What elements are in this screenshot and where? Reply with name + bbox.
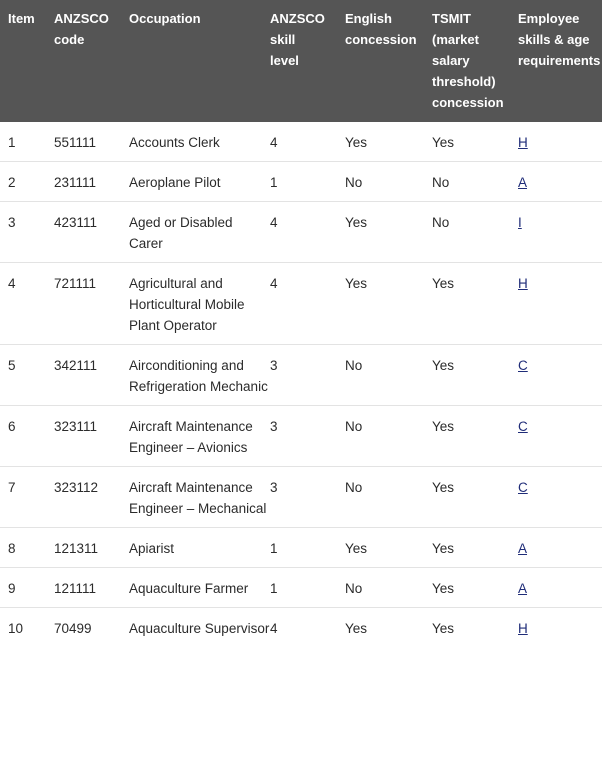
cell-english-concession [345, 467, 432, 528]
cell-anzsco-code-text: 121311 [54, 541, 99, 556]
cell-english-concession [345, 345, 432, 406]
cell-anzsco-code-text: 70499 [54, 621, 92, 636]
cell-tsmit-concession-text: Yes [432, 135, 455, 150]
cell-tsmit-concession-text: Yes [432, 581, 455, 596]
cell-english-concession-text: Yes [345, 621, 368, 636]
requirements-link[interactable]: H [518, 135, 528, 150]
cell-item-text: 2 [8, 175, 16, 190]
cell-skill-level-text: 3 [270, 358, 278, 373]
cell-skill-level-text: 1 [270, 175, 278, 190]
cell-item [0, 608, 54, 648]
cell-skill-level-text: 4 [270, 215, 278, 230]
cell-anzsco-code [54, 528, 129, 568]
cell-requirements [518, 122, 602, 162]
cell-tsmit-concession-text: Yes [432, 276, 455, 291]
table-row [0, 528, 602, 568]
cell-occupation-text: Agricultural and Horticultural Mobile Plant Operator [129, 276, 245, 333]
cell-item-text: 4 [8, 276, 16, 291]
cell-item [0, 122, 54, 162]
cell-english-concession [345, 406, 432, 467]
cell-requirements [518, 568, 602, 608]
cell-occupation [129, 568, 270, 608]
cell-skill-level [270, 162, 345, 202]
cell-english-concession [345, 162, 432, 202]
cell-item-text: 10 [8, 621, 24, 636]
cell-english-concession [345, 568, 432, 608]
cell-occupation-text: Aquaculture Supervisor [129, 621, 270, 636]
cell-anzsco-code-text: 121111 [54, 581, 97, 596]
cell-tsmit-concession-text: No [432, 215, 450, 230]
cell-item-text: 3 [8, 215, 16, 230]
cell-english-concession-text: Yes [345, 541, 368, 556]
cell-skill-level-text: 4 [270, 276, 278, 291]
header-tsmit-concession: TSMIT (market salary threshold) concession [432, 11, 504, 110]
requirements-link[interactable]: C [518, 358, 528, 373]
cell-tsmit-concession-text: Yes [432, 480, 455, 495]
cell-skill-level [270, 568, 345, 608]
cell-occupation [129, 345, 270, 406]
cell-item-text: 1 [8, 135, 16, 150]
cell-english-concession-text: No [345, 175, 363, 190]
cell-anzsco-code [54, 568, 129, 608]
cell-skill-level [270, 406, 345, 467]
cell-anzsco-code-text: 323111 [54, 419, 98, 434]
header-occupation: Occupation [129, 11, 201, 26]
cell-occupation-text: Aged or Disabled Carer [129, 215, 233, 251]
cell-occupation-text: Aircraft Maintenance Engineer – Mechanical [129, 480, 267, 516]
cell-anzsco-code [54, 122, 129, 162]
cell-anzsco-code [54, 263, 129, 345]
cell-english-concession-text: Yes [345, 215, 368, 230]
cell-tsmit-concession [432, 263, 518, 345]
table-header [0, 0, 602, 122]
cell-item [0, 467, 54, 528]
cell-occupation-text: Airconditioning and Refrigeration Mechanic [129, 358, 268, 394]
cell-occupation-text: Aquaculture Farmer [129, 581, 249, 596]
cell-item [0, 406, 54, 467]
cell-english-concession [345, 263, 432, 345]
table-row [0, 122, 602, 162]
requirements-link[interactable]: H [518, 621, 528, 636]
cell-occupation-text: Aircraft Maintenance Engineer – Avionics [129, 419, 253, 455]
cell-tsmit-concession-text: Yes [432, 358, 455, 373]
cell-anzsco-code-text: 342111 [54, 358, 98, 373]
cell-tsmit-concession [432, 162, 518, 202]
cell-item [0, 568, 54, 608]
cell-requirements [518, 162, 602, 202]
cell-tsmit-concession [432, 568, 518, 608]
cell-english-concession-text: Yes [345, 135, 368, 150]
cell-occupation [129, 202, 270, 263]
cell-requirements [518, 608, 602, 648]
table-row [0, 202, 602, 263]
table-row [0, 467, 602, 528]
cell-tsmit-concession-text: Yes [432, 541, 455, 556]
cell-tsmit-concession [432, 528, 518, 568]
cell-item [0, 162, 54, 202]
cell-occupation [129, 263, 270, 345]
cell-anzsco-code [54, 467, 129, 528]
header-employee-requirements: Employee skills & age requirements [518, 11, 601, 68]
table-row [0, 162, 602, 202]
cell-anzsco-code [54, 162, 129, 202]
cell-skill-level [270, 202, 345, 263]
cell-requirements [518, 528, 602, 568]
cell-anzsco-code-text: 323112 [54, 480, 99, 495]
cell-english-concession [345, 608, 432, 648]
cell-skill-level [270, 122, 345, 162]
cell-item-text: 6 [8, 419, 16, 434]
cell-item-text: 9 [8, 581, 16, 596]
cell-anzsco-code [54, 345, 129, 406]
cell-occupation [129, 122, 270, 162]
requirements-link[interactable]: I [518, 215, 522, 230]
cell-item [0, 263, 54, 345]
header-skill-level: ANZSCO skill level [270, 11, 325, 68]
cell-english-concession-text: No [345, 358, 363, 373]
cell-occupation [129, 528, 270, 568]
cell-english-concession [345, 528, 432, 568]
cell-item [0, 528, 54, 568]
cell-anzsco-code-text: 231111 [54, 175, 97, 190]
cell-tsmit-concession-text: Yes [432, 419, 455, 434]
cell-skill-level [270, 528, 345, 568]
cell-skill-level [270, 263, 345, 345]
cell-tsmit-concession [432, 608, 518, 648]
cell-skill-level-text: 3 [270, 480, 278, 495]
cell-tsmit-concession [432, 345, 518, 406]
cell-anzsco-code [54, 608, 129, 648]
cell-skill-level-text: 1 [270, 581, 278, 596]
header-item: Item [8, 11, 35, 26]
cell-item [0, 202, 54, 263]
cell-occupation-text: Apiarist [129, 541, 175, 556]
cell-english-concession-text: No [345, 419, 363, 434]
cell-anzsco-code [54, 406, 129, 467]
cell-occupation [129, 162, 270, 202]
cell-skill-level-text: 4 [270, 621, 278, 636]
cell-anzsco-code [54, 202, 129, 263]
table-row [0, 345, 602, 406]
cell-occupation [129, 608, 270, 648]
cell-skill-level-text: 1 [270, 541, 278, 556]
cell-occupation [129, 467, 270, 528]
cell-tsmit-concession-text: No [432, 175, 450, 190]
requirements-link[interactable]: C [518, 419, 528, 434]
cell-occupation-text: Aeroplane Pilot [129, 175, 221, 190]
cell-requirements [518, 202, 602, 263]
header-english-concession: English concession [345, 11, 417, 47]
table-body [0, 122, 602, 647]
table-row [0, 406, 602, 467]
cell-requirements [518, 406, 602, 467]
cell-tsmit-concession [432, 122, 518, 162]
cell-anzsco-code-text: 423111 [54, 215, 98, 230]
cell-requirements [518, 467, 602, 528]
cell-skill-level [270, 467, 345, 528]
table-row [0, 608, 602, 648]
cell-english-concession [345, 122, 432, 162]
cell-requirements [518, 263, 602, 345]
cell-skill-level [270, 608, 345, 648]
cell-occupation-text: Accounts Clerk [129, 135, 220, 150]
cell-skill-level-text: 3 [270, 419, 278, 434]
requirements-link[interactable]: A [518, 175, 528, 190]
cell-item-text: 7 [8, 480, 16, 495]
cell-english-concession-text: Yes [345, 276, 368, 291]
table-row [0, 568, 602, 608]
table-row [0, 263, 602, 345]
requirements-link[interactable]: C [518, 480, 528, 495]
cell-item [0, 345, 54, 406]
cell-occupation [129, 406, 270, 467]
cell-tsmit-concession [432, 406, 518, 467]
requirements-link[interactable]: A [518, 581, 528, 596]
cell-tsmit-concession [432, 467, 518, 528]
cell-skill-level [270, 345, 345, 406]
cell-english-concession-text: No [345, 480, 363, 495]
cell-tsmit-concession-text: Yes [432, 621, 455, 636]
cell-item-text: 5 [8, 358, 16, 373]
requirements-link[interactable]: A [518, 541, 528, 556]
header-anzsco-code: ANZSCO code [54, 11, 109, 47]
cell-requirements [518, 345, 602, 406]
cell-tsmit-concession [432, 202, 518, 263]
cell-english-concession-text: No [345, 581, 363, 596]
cell-item-text: 8 [8, 541, 16, 556]
cell-anzsco-code-text: 721111 [54, 276, 97, 291]
cell-anzsco-code-text: 551111 [54, 135, 97, 150]
cell-skill-level-text: 4 [270, 135, 278, 150]
requirements-link[interactable]: H [518, 276, 528, 291]
cell-english-concession [345, 202, 432, 263]
